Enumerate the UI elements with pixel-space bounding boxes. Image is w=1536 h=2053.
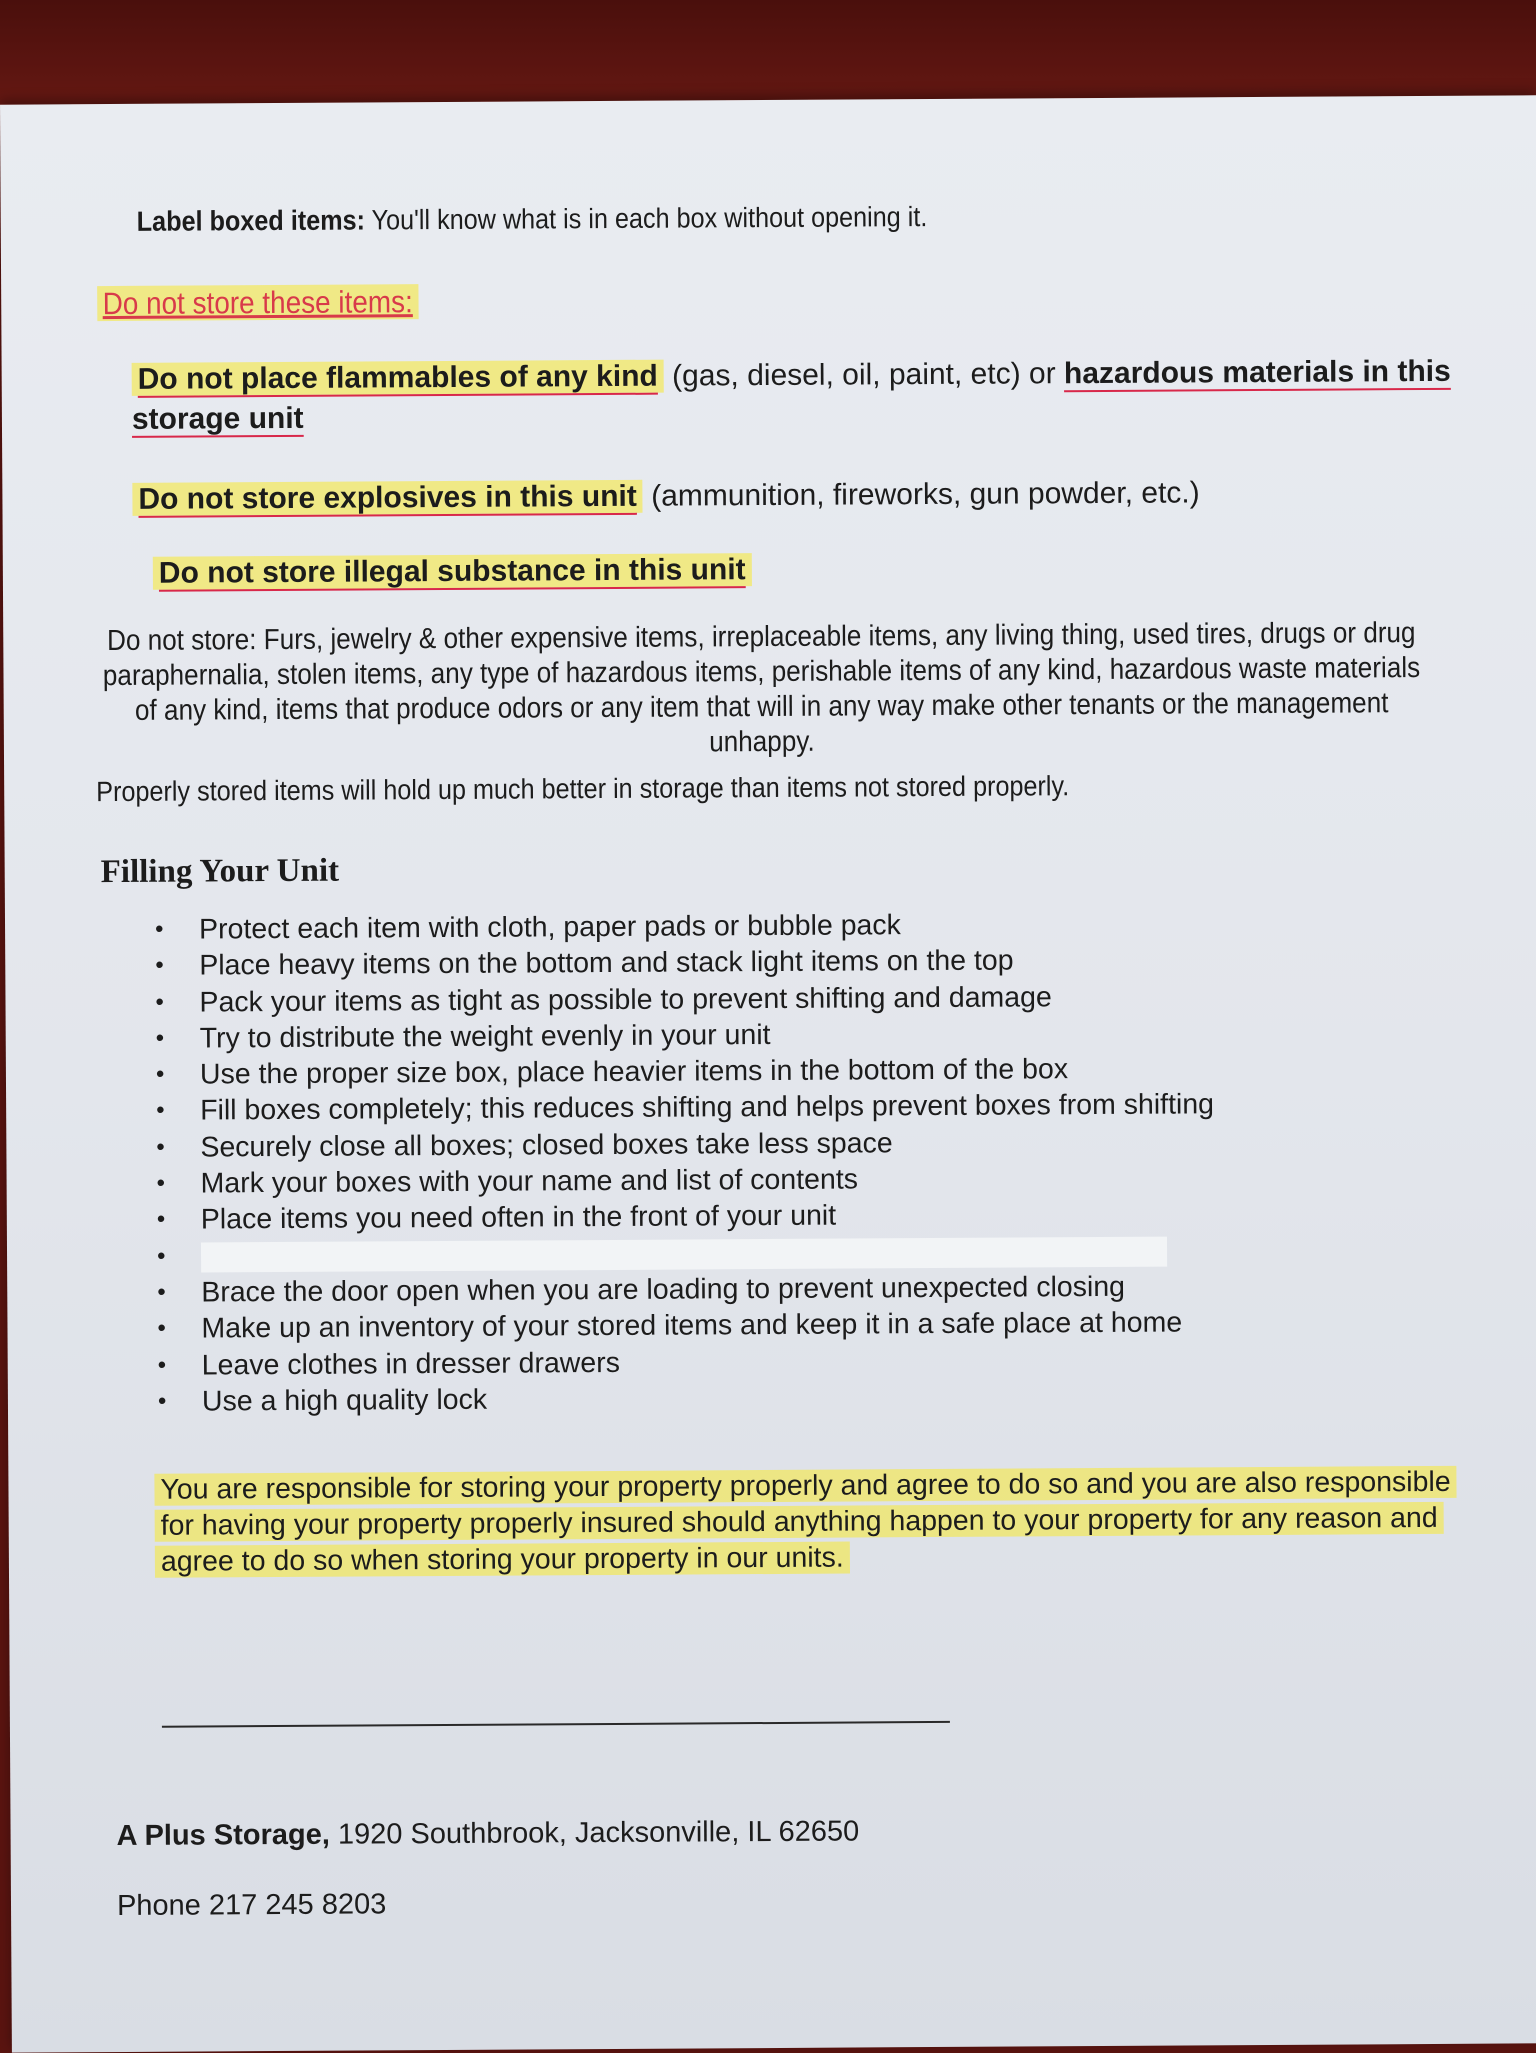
company-address: 1920 Southbrook, Jacksonville, IL 62650 — [329, 1815, 860, 1851]
rule-flammables-examples: (gas, diesel, oil, paint, etc) or — [663, 357, 1065, 393]
rule-illegal — [153, 546, 1353, 593]
rule-flammables-tail: hazardous materials in this storage unit — [131, 354, 1451, 436]
company-phone: Phone 217 245 8203 — [116, 1888, 387, 1923]
list-item: • Brace the door open when you are loading to prevent unexpected closing — [157, 1267, 1357, 1311]
warning-title — [97, 284, 418, 322]
do-not-store-paragraph: Do not store: Furs, jewelry & other expensive items, irreplaceable items, any living thing, used tires, drugs or drug paraphernalia, stolen items, any type of hazardous items, perishable items of any kind, hazardous waste materials of any kind, items that produce odors or any item that will in any way make other tenants or the management unhappy. — [102, 617, 1421, 759]
responsibility-text: You are responsible for storing your property properly and agree to do so and you are also responsible for having your property properly insured should anything happen to your property for any reason and agree to do so when storing your property in our units. — [154, 1466, 1456, 1578]
signature-line — [162, 1721, 950, 1728]
filling-tips-list — [155, 904, 1358, 1419]
warning-title-text: Do not store these items: — [97, 284, 418, 321]
rule-explosives-examples: (ammunition, fireworks, gun powder, etc.) — [642, 476, 1200, 513]
list-item: • Use the proper size box, place heavier items in the bottom of the box — [156, 1050, 1356, 1094]
list-item: • Pack your items as tight as possible to prevent shifting and damage — [155, 977, 1355, 1021]
list-item: • Place items you need often in the front of your unit — [157, 1195, 1357, 1239]
company-info — [116, 1815, 859, 1853]
list-item: • Use a high quality lock — [158, 1376, 1358, 1420]
section-heading-filling-unit: Filling Your Unit — [100, 852, 340, 891]
rule-explosives — [132, 472, 1462, 520]
list-item: • Make up an inventory of your stored items and keep it in a safe place at home — [157, 1304, 1357, 1348]
list-item: • Protect each item with cloth, paper pads or bubble pack — [155, 904, 1355, 948]
label-boxed-tip — [137, 201, 928, 238]
list-item: • Securely close all boxes; closed boxes take less space — [156, 1122, 1356, 1166]
responsibility-statement — [154, 1464, 1475, 1580]
label-tip-text: You'll know what is in each box without opening it. — [364, 201, 928, 236]
list-item: • Try to distribute the weight evenly in your unit — [156, 1013, 1356, 1057]
properly-stored-note: Properly stored items will hold up much better in storage than items not stored properly. — [96, 770, 1070, 808]
document-page — [0, 95, 1536, 2052]
rule-explosives-lead: Do not store explosives in this unit — [138, 479, 637, 516]
label-tip-term: Label boxed items: — [136, 204, 366, 237]
rule-flammables — [132, 352, 1462, 440]
list-item: • Fill boxes completely; this reduces shifting and helps prevent boxes from shifting — [156, 1086, 1356, 1130]
rule-illegal-lead: Do not store illegal substance in this unit — [158, 553, 746, 590]
rule-flammables-lead: Do not place flammables of any kind — [137, 359, 658, 396]
redaction-bar — [201, 1236, 1167, 1272]
company-name: A Plus Storage, — [116, 1818, 330, 1853]
list-item: • Place heavy items on the bottom and stack light items on the top — [155, 941, 1355, 985]
list-item: • Mark your boxes with your name and list of contents — [156, 1159, 1356, 1203]
list-item: • Leave clothes in dresser drawers — [158, 1340, 1358, 1384]
